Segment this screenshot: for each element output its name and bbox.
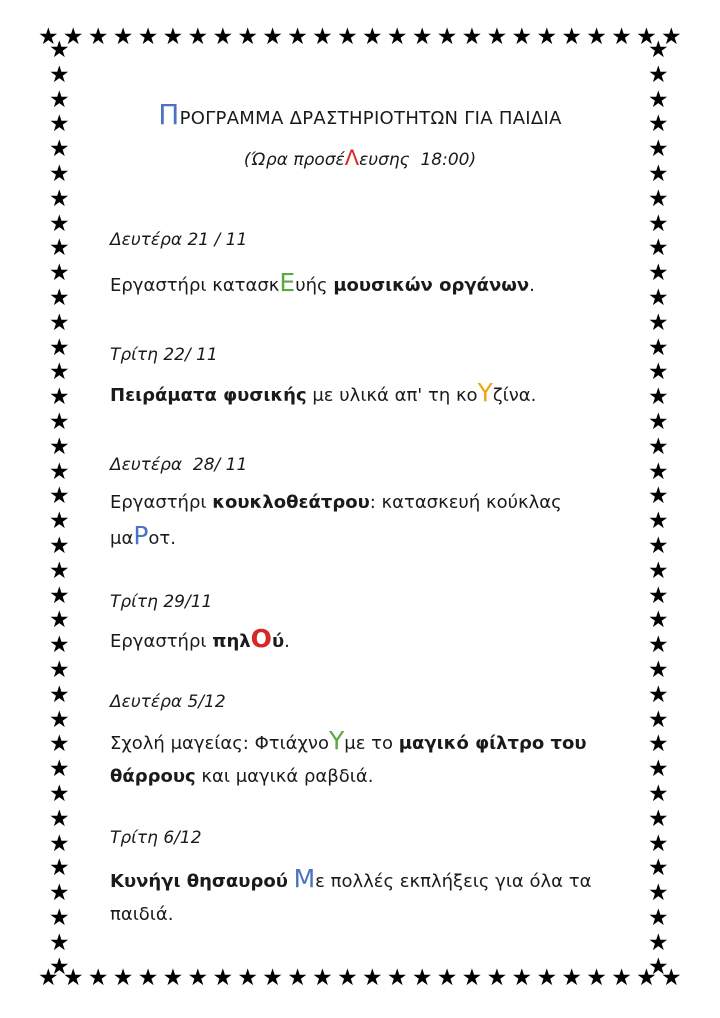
star-icon: ★ <box>511 965 533 991</box>
star-icon: ★ <box>661 24 682 50</box>
star-icon: ★ <box>237 24 258 50</box>
star-icon: ★ <box>38 24 59 50</box>
star-icon: ★ <box>648 260 669 287</box>
star-icon: ★ <box>312 965 333 991</box>
star-icon: ★ <box>436 24 458 50</box>
star-icon: ★ <box>386 965 408 991</box>
star-icon: ★ <box>486 24 508 50</box>
star-icon: ★ <box>49 86 70 113</box>
star-icon: ★ <box>49 830 70 857</box>
star-icon: ★ <box>212 24 234 50</box>
star-icon: ★ <box>112 965 134 991</box>
arrival-time-initial: Λ <box>344 146 360 170</box>
star-icon: ★ <box>648 334 669 361</box>
star-icon: ★ <box>49 284 70 311</box>
star-icon: ★ <box>648 408 669 435</box>
star-icon: ★ <box>648 160 669 187</box>
star-icon: ★ <box>49 508 70 535</box>
star-icon: ★ <box>49 483 70 510</box>
star-icon: ★ <box>411 965 433 991</box>
star-icon: ★ <box>436 965 458 991</box>
star-border-top <box>38 25 682 49</box>
star-icon: ★ <box>287 24 308 50</box>
star-icon: ★ <box>49 384 70 411</box>
star-icon: ★ <box>648 433 669 460</box>
star-icon: ★ <box>648 632 669 659</box>
star-icon: ★ <box>49 632 70 659</box>
star-icon: ★ <box>49 929 70 956</box>
star-icon: ★ <box>49 433 70 460</box>
entry-2-text: Πειράματα φυσικής με υλικά απ' τη κοΥζίνα. <box>110 378 537 407</box>
star-icon: ★ <box>648 731 669 758</box>
star-icon: ★ <box>49 61 70 88</box>
entry-3-date: Δευτέρα 28/ 11 <box>110 455 248 475</box>
star-icon: ★ <box>648 61 669 88</box>
star-icon: ★ <box>648 954 669 981</box>
star-icon: ★ <box>411 24 433 50</box>
star-icon: ★ <box>237 965 258 991</box>
star-icon: ★ <box>661 965 682 991</box>
star-icon: ★ <box>561 24 582 50</box>
star-icon: ★ <box>648 284 669 311</box>
star-icon: ★ <box>49 260 70 287</box>
entry-6-initial: Μ <box>293 864 316 893</box>
star-icon: ★ <box>49 136 70 163</box>
star-icon: ★ <box>87 24 109 50</box>
star-icon: ★ <box>162 24 184 50</box>
star-icon: ★ <box>49 582 70 609</box>
arrival-time-text-2: ευσης 18:00) <box>359 150 477 170</box>
star-icon: ★ <box>87 965 109 991</box>
star-icon: ★ <box>49 532 70 559</box>
star-icon: ★ <box>648 37 669 63</box>
star-icon: ★ <box>611 965 632 991</box>
star-icon: ★ <box>648 607 669 634</box>
star-icon: ★ <box>648 805 669 832</box>
entry-1-text: Εργαστήρι κατασκΕυής μουσικών οργάνων. <box>110 268 535 297</box>
entry-1-initial: Ε <box>279 268 296 297</box>
star-icon: ★ <box>49 359 70 386</box>
entry-4-date: Τρίτη 29/11 <box>110 592 213 612</box>
star-icon: ★ <box>49 780 70 807</box>
entry-5-text: Σχολή μαγείας: ΦτιάχνοΥμε το μαγικό φίλτρο του θάρρους και μαγικά ραβδιά. <box>110 726 587 787</box>
star-icon: ★ <box>49 706 70 733</box>
star-icon: ★ <box>648 508 669 535</box>
entry-1-date: Δευτέρα 21 / 11 <box>110 230 248 250</box>
star-icon: ★ <box>49 731 70 758</box>
star-icon: ★ <box>648 532 669 559</box>
star-icon: ★ <box>648 458 669 485</box>
star-icon: ★ <box>361 24 383 50</box>
star-icon: ★ <box>49 607 70 634</box>
entry-5-date: Δευτέρα 5/12 <box>110 692 226 712</box>
star-icon: ★ <box>49 880 70 907</box>
star-icon: ★ <box>648 86 669 113</box>
star-icon: ★ <box>648 904 669 931</box>
entry-6-date: Τρίτη 6/12 <box>110 828 202 848</box>
star-border-right <box>648 38 669 980</box>
title-initial: Π <box>158 98 180 131</box>
star-icon: ★ <box>461 965 483 991</box>
star-icon: ★ <box>636 965 657 991</box>
star-icon: ★ <box>49 408 70 435</box>
star-icon: ★ <box>337 965 358 991</box>
star-icon: ★ <box>262 24 283 50</box>
star-icon: ★ <box>648 384 669 411</box>
star-icon: ★ <box>49 681 70 708</box>
star-icon: ★ <box>648 185 669 212</box>
star-icon: ★ <box>49 111 70 138</box>
star-icon: ★ <box>486 965 508 991</box>
entry-3-initial: Ρ <box>133 521 149 550</box>
star-icon: ★ <box>648 136 669 163</box>
star-icon: ★ <box>648 855 669 882</box>
star-icon: ★ <box>337 24 358 50</box>
star-icon: ★ <box>586 965 607 991</box>
star-icon: ★ <box>648 756 669 783</box>
star-icon: ★ <box>648 309 669 336</box>
star-icon: ★ <box>648 780 669 807</box>
star-icon: ★ <box>648 359 669 386</box>
star-icon: ★ <box>62 965 84 991</box>
star-icon: ★ <box>49 954 70 981</box>
star-icon: ★ <box>511 24 533 50</box>
star-icon: ★ <box>648 706 669 733</box>
title-text: ΡΟΓΡΑΜΜΑ ΔΡΑΣΤΗΡΙΟΤΗΤΩΝ ΓΙΑ ΠΑΙΔΙΑ <box>179 108 562 129</box>
arrival-time-text: (Ώρα προσέ <box>243 150 345 170</box>
entry-2-initial: Υ <box>477 378 493 407</box>
star-icon: ★ <box>461 24 483 50</box>
entry-5-initial: Υ <box>329 726 345 755</box>
star-icon: ★ <box>648 582 669 609</box>
star-border-bottom <box>38 966 682 990</box>
star-icon: ★ <box>212 965 234 991</box>
star-icon: ★ <box>49 37 70 63</box>
star-icon: ★ <box>49 334 70 361</box>
star-icon: ★ <box>187 965 209 991</box>
star-icon: ★ <box>648 235 669 262</box>
arrival-time <box>0 146 720 170</box>
star-icon: ★ <box>361 965 383 991</box>
entry-3-text: Εργαστήρι κουκλοθεάτρου: κατασκευή κούκλας μαΡοτ. <box>110 492 562 550</box>
star-icon: ★ <box>49 458 70 485</box>
star-icon: ★ <box>137 965 159 991</box>
star-icon: ★ <box>49 210 70 237</box>
star-border-left <box>49 38 70 980</box>
entry-2-date: Τρίτη 22/ 11 <box>110 345 218 365</box>
entry-4-initial: Ο <box>250 624 272 653</box>
star-icon: ★ <box>49 185 70 212</box>
star-icon: ★ <box>287 965 308 991</box>
star-icon: ★ <box>49 160 70 187</box>
star-icon: ★ <box>648 880 669 907</box>
star-icon: ★ <box>648 681 669 708</box>
star-icon: ★ <box>648 483 669 510</box>
star-icon: ★ <box>62 24 84 50</box>
star-icon: ★ <box>536 965 558 991</box>
star-icon: ★ <box>137 24 159 50</box>
star-icon: ★ <box>648 557 669 584</box>
star-icon: ★ <box>49 557 70 584</box>
star-icon: ★ <box>312 24 333 50</box>
star-icon: ★ <box>386 24 408 50</box>
star-icon: ★ <box>187 24 209 50</box>
star-icon: ★ <box>648 111 669 138</box>
entry-4-text: Εργαστήρι πηλΟύ. <box>110 624 290 653</box>
star-icon: ★ <box>49 309 70 336</box>
page-title <box>0 98 720 131</box>
star-icon: ★ <box>162 965 184 991</box>
star-icon: ★ <box>611 24 632 50</box>
entry-6-text: Κυνήγι θησαυρού Με πολλές εκπλήξεις για όλα τα παιδιά. <box>110 864 592 925</box>
star-icon: ★ <box>49 855 70 882</box>
star-icon: ★ <box>38 965 59 991</box>
star-icon: ★ <box>636 24 657 50</box>
star-icon: ★ <box>648 830 669 857</box>
star-icon: ★ <box>49 805 70 832</box>
star-icon: ★ <box>648 210 669 237</box>
star-icon: ★ <box>648 929 669 956</box>
star-icon: ★ <box>49 235 70 262</box>
star-icon: ★ <box>112 24 134 50</box>
star-icon: ★ <box>536 24 558 50</box>
star-icon: ★ <box>49 756 70 783</box>
star-icon: ★ <box>586 24 607 50</box>
star-icon: ★ <box>49 904 70 931</box>
star-icon: ★ <box>648 656 669 683</box>
star-icon: ★ <box>262 965 283 991</box>
star-icon: ★ <box>561 965 582 991</box>
star-icon: ★ <box>49 656 70 683</box>
